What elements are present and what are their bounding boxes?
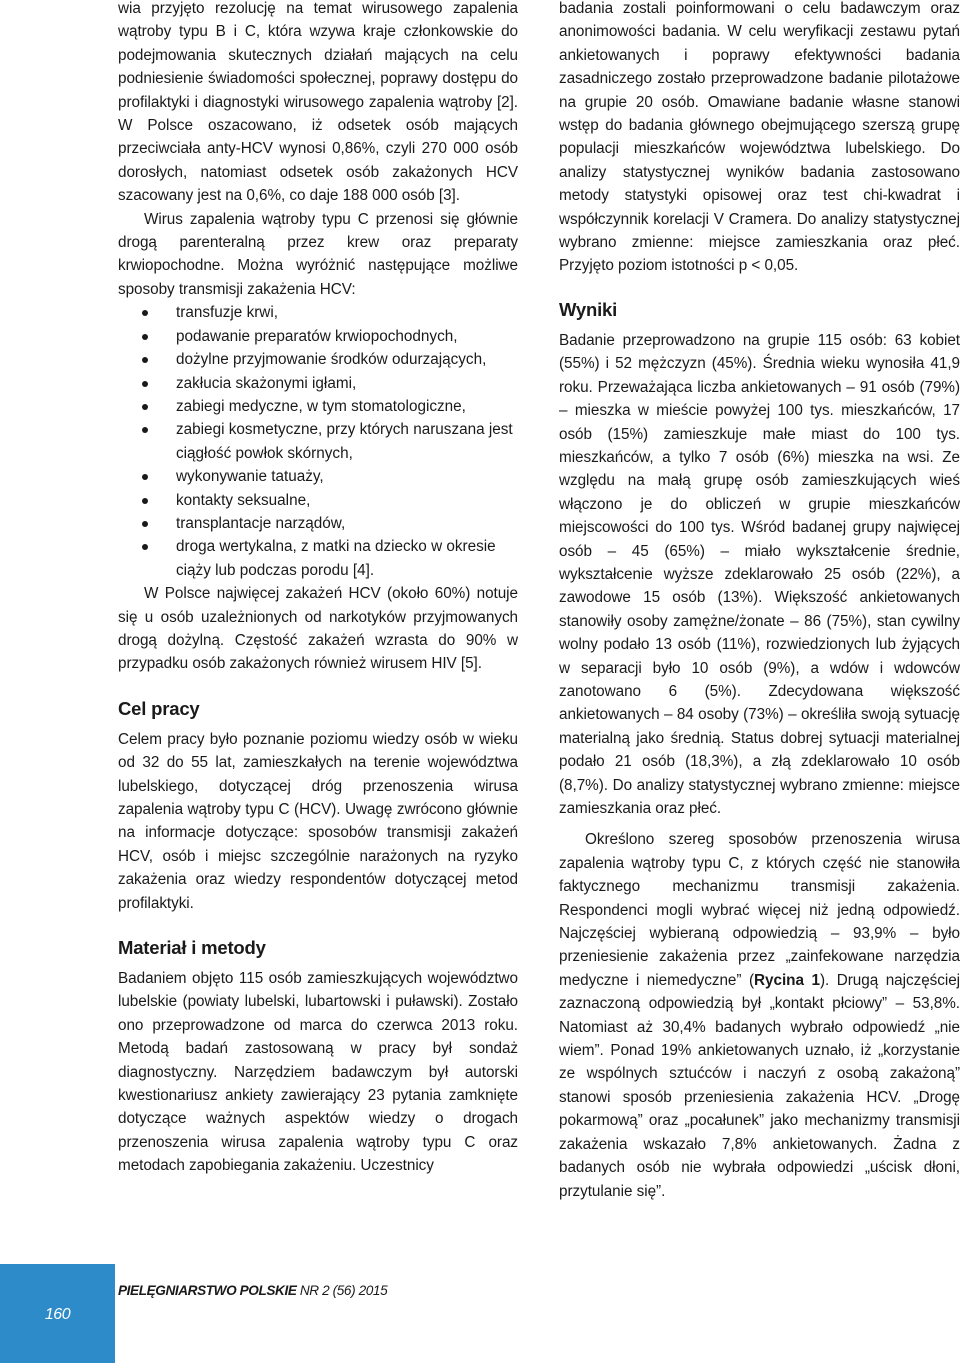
heading-wyniki: Wyniki xyxy=(559,298,618,320)
heading-cel-pracy: Cel pracy xyxy=(118,697,200,719)
paragraph-transmission: Wirus zapalenia wątroby typu C przenosi się głównie drogą parenteralną przez krew oraz preparaty krwiopochodne. Można wyróżnić następujące możliwe sposoby transmisji zakażenia HCV: xyxy=(118,210,518,298)
paragraph-intro: wia przyjęto rezolucję na temat wirusowego zapalenia wątroby typu B i C, która wzywa kraje członkowskie do podejmowania skutecznych działań mających na celu podniesienie świadomości społecznej, poprawy dostępu do profilaktyki i diagnostyki wirusowego zapalenia wątroby [2]. W Polsce oszacowano, iż odsetek osób mających przeciwciała anty-HCV wynosi 0,86%, czyli 270 000 osób dorosłych, natomiast odsetek osób zakażonych HCV szacowany jest na 0,6%, co daje 188 000 osób [3]. xyxy=(118,0,518,205)
paragraph-wyniki-transmission: Określono szereg sposobów przenoszenia wirusa zapalenia wątroby typu C, z których część nie stanowiła faktycznego mechanizmu transmisji zakażenia. Respondenci mogli wybrać więcej niż jedną odpowiedź. Najczęściej wybieraną odpowiedzią – 93,9% – było przeniesienie zakażenia przez „zainfekowane narzędzia medyczne i niemedyczne” (Rycina 1). Drugą najczęściej zaznaczoną odpowiedzią był „kontakt płciowy” – 53,8%. Natomiast aż 30,4% badanych wybrało odpowiedź „nie wiem”. Ponad 19% ankietowanych uznało, iż „korzystanie ze wspólnych sztućców i naczyń z osobą zakażoną” stanowi sposób przeniesienia zakażenia HCV. „Drogę pokarmową” oraz „pocałunek” jako mechanizmy transmisji zakażenia wskazało 7,8% ankietowanych. Żadna z badanych osób nie wybrała odpowiedzi „uścisk dłoni, przytulanie się”. xyxy=(559,831,960,1200)
list-item: dożylne przyjmowanie środków odurzających, xyxy=(118,348,518,371)
list-item: wykonywanie tatuaży, xyxy=(118,465,518,488)
left-column xyxy=(118,0,518,1178)
list-item: transplantacje narządów, xyxy=(118,512,518,535)
bullet-icon xyxy=(142,498,148,504)
list-item: podawanie preparatów krwiopochodnych, xyxy=(118,325,518,348)
paragraph-methods-cont: badania zostali poinformowani o celu badawczym oraz anonimowości badania. W celu weryfikacji zestawu pytań ankietowanych i poprawy efektywności badania zasadniczego zostało przeprowadzone badanie pilotażowe na grupie 20 osób. Omawiane badanie własne stanowi wstęp do badania głównego obejmującego szerszą grupę populacji mieszkańców województwa lubelskiego. Do analizy statystycznej wyników badania zastosowano metody statystyki opisowej oraz test chi-kwadrat i współczynnik korelacji V Cramera. Do analizy statystycznej wybrano zmienne: miejsce zamieszkania oraz płeć. Przyjęto poziom istotności p < 0,05. xyxy=(559,0,960,275)
bullet-icon xyxy=(142,427,148,433)
list-item: kontakty seksualne, xyxy=(118,489,518,512)
paragraph-material-metody: Badaniem objęto 115 osób zamieszkujących województwo lubelskie (powiaty lubelski, lubartowski i puławski). Zostało ono przeprowadzone od marca do czerwca 2013 roku. Metodą badań zastosowaną w pracy był sondaż diagnostyczny. Narzędziem badawczym był autorski kwestionariusz ankiety zawierający 23 pytania zamknięte dotyczące ważnych aspektów wiedzy o drogach przenoszenia wirusa zapalenia wątroby typu C oraz metodach zapobiegania zakażeniu. Uczestnicy xyxy=(118,970,518,1175)
list-item: droga wertykalna, z matki na dziecko w okresie ciąży lub podczas porodu [4]. xyxy=(118,535,518,582)
list-item: zakłucia skażonymi igłami, xyxy=(118,372,518,395)
page-number: 160 xyxy=(44,1305,71,1323)
bullet-icon xyxy=(142,310,148,316)
paragraph-cel-pracy: Celem pracy było poznanie poziomu wiedzy osób w wieku od 32 do 55 lat, zamieszkałych na terenie województwa lubelskiego, dotyczącej dróg przenoszenia wirusa zapalenia wątroby typu C (HCV). Uwagę zwrócono głównie na informacje dotyczące: sposobów transmisji zakażeń HCV, osób i miejsc szczególnie narażonych na ryzyko zakażenia oraz wiedzy respondentów dotyczącej metod profilaktyki. xyxy=(118,730,518,912)
list-item: transfuzje krwi, xyxy=(118,301,518,324)
list-item: zabiegi medyczne, w tym stomatologiczne, xyxy=(118,395,518,418)
figure-reference: Rycina 1 xyxy=(754,971,820,989)
bullet-icon xyxy=(142,544,148,550)
bullet-icon xyxy=(142,474,148,480)
paragraph-poland-stats: W Polsce najwięcej zakażeń HCV (około 60%) notuje się u osób uzależnionych od narkotyków przyjmowanych drogą dożylną. Częstość zakażeń wzrasta do 90% w przypadku osób zakażonych również wirusem HIV [5]. xyxy=(118,585,518,673)
journal-title: PIELĘGNIARSTWO POLSKIE xyxy=(118,1283,297,1298)
page-number-band xyxy=(0,1264,115,1363)
bullet-icon xyxy=(142,404,148,410)
journal-footer xyxy=(118,1283,387,1298)
paragraph-wyniki-demographics: Badanie przeprowadzono na grupie 115 osób: 63 kobiet (55%) i 52 mężczyzn (45%). Średnia wieku wynosiła 41,9 roku. Przeważająca liczba ankietowanych – 91 osób (79%) – mieszka w mieście powyżej 100 tys. mieszkańców, 17 osób (15%) zamieszkuje małe miast do 100 tys. mieszkańców, a tylko 7 osób (6%) mieszka na wsi. Ze względu na małą grupę osób zamieszkujących wieś włączono je do obliczeń w grupie mieszkańców miejscowości do 100 tys. Wśród badanej grupy najwięcej osób – 45 (65%) – miało wykształcenie średnie, wykształcenie wyższe zdeklarowało 25 osób (22%), a zawodowe 15 osób (13%). Większość ankietowanych stanowiły osoby zamężne/żonate – 86 (75%), stan cywilny wolny podało 13 osób (11%), rozwiedzionych lub żyjących w separacji było 10 osób (9%), a wdów i wdowców zanotowano 6 (5%). Zdecydowana większość ankietowanych – 84 osoby (73%) – określiła swoją sytuację materialną jako średnią. Status dobrej sytuacji materialnej podało 21 osób (18,3%), a złą zdeklarowało 10 osób (8,7%). Do analizy statystycznej wybrano zmienne: miejsce zamieszkania oraz płeć. xyxy=(559,331,960,817)
bullet-icon xyxy=(142,521,148,527)
list-item: zabiegi kosmetyczne, przy których naruszana jest ciągłość powłok skórnych, xyxy=(118,418,518,465)
heading-material-metody: Materiał i metody xyxy=(118,937,266,959)
journal-issue: NR 2 (56) 2015 xyxy=(296,1283,388,1298)
right-column xyxy=(559,0,960,1203)
bullet-icon xyxy=(142,381,148,387)
bullet-icon xyxy=(142,357,148,363)
transmission-list xyxy=(118,301,518,582)
bullet-icon xyxy=(142,334,148,340)
